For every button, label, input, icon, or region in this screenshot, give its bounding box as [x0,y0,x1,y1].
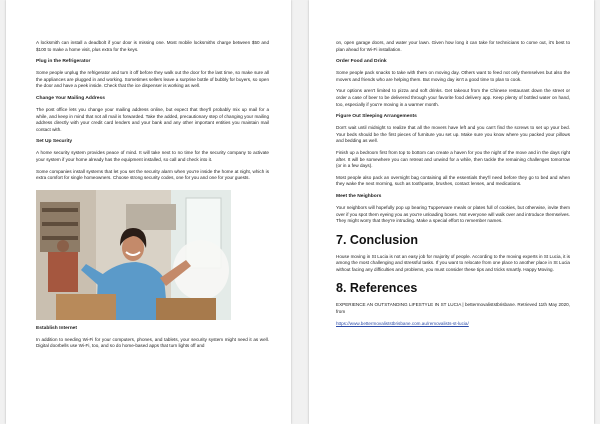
reference-link[interactable]: https://www.bettermovaliststbrisbane.com.au/removalists-st-lucia/ [336,320,469,326]
heading-sleeping: Figure Out Sleeping Arrangements [336,114,417,120]
heading-security: Set Up Security [36,139,73,145]
paragraph-security-1: A home security system provides peace of mind. It will take next to no time for the security company to activate your system if your home already has the equipment installed, so call and check into it. [36,150,269,162]
paragraph-neighbors: Your neighbors will hopefully pop up bearing Tupperware meals or plates full of cookies, but otherwise, invite them over if you spot them eyeing you as you're unloading boxes. Not everyone will walk over and introduce themselves. They might worry that they're intruding. Make a special effort to remember names. [336,204,570,224]
heading-plug-refrigerator: Plug in the Refrigerator [36,59,91,65]
heading-references: 8. References [336,281,418,296]
left-page-content [36,40,269,355]
right-page-content [336,40,570,332]
paragraph-food-2: Your options aren't limited to pizza and soft drinks. Get takeout from the Chinese restaurant down the street or order a case of beer to be delivered through your favorite food delivery app. Keep plenty of bottled water on hand, too, especially if you're moving in a warmer month. [336,88,570,107]
paragraph-mailing-address: The post office lets you change your mailing address online, but expect that they'll probably mix up mail for a while, and keep in mind that not all mail is forwarded. Take the added, precautionary step of changing your mailing address directly with your credit card lenders and your bank and any other important entities you maintain mail contact with. [36,106,269,132]
paragraph-sleep-3: Most people also pack an overnight bag containing all the essentials they'll need before they go to bed and when they wake the next morning, such as toothpaste, brushes, contact lenses, and medications. [336,174,570,187]
paragraph-security-2: Some companies install systems that let you set the security alarm when you're inside the home at night, which is extra comfort for single homeowners. Choose strong security codes, one for you and one for your guests. [36,168,269,181]
heading-conclusion: 7. Conclusion [336,232,418,247]
paragraph-food-1: Some people pack snacks to take with them on moving day. Others want to feed not only themselves but also the movers and friends who are helping them. But moving day isn't a good time to plan to cook. [336,70,570,82]
heading-internet: Establish Internet [36,325,78,331]
paragraph-sleep-2: Finish up a bedroom first from top to bottom can create a haven for you the night of the move and in the days right after. It will be somewhere you can retreat and unwind for a while, then tackle the remaining challenges tomorrow (or in a few days). [336,149,570,169]
paragraph-locksmith: A locksmith can install a deadbolt if your door is missing one. Most mobile locksmiths charge between $50 and $100 to make a home visit, plus extra for the keys. [36,40,269,52]
left-page [6,0,291,424]
photo-illustration [36,190,231,320]
paragraph-plug-refrigerator: Some people unplug the refrigerator and turn it off before they walk out the door for the last time, so make sure all the appliances are plugged in and working. Sometimes sellers leave a surprise bottle of bubbly for buyers, so open the door and have a peek inside. Check that the ice dispenser is working as well. [36,70,269,89]
heading-neighbors: Meet the Neighbors [336,193,382,199]
paragraph-internet: In addition to needing Wi-Fi for your computers, phones, and tablets, your security system might need it as well. Digital doorbells use Wi-Fi, too, and so do home-based apps that turn lights off and [36,336,269,349]
reference-link-line [336,321,570,328]
paragraph-reference: EXPERIENCE AN OUTSTANDING LIFESTYLE IN ST LUCIA | bettermovaliststbrisbane. Retrieved 11th May 2020, from [336,302,570,315]
moving-couple-photo [36,190,231,320]
right-page [309,0,594,424]
paragraph-continued: on, open garage doors, and water your lawn. Given how long it can take for technicians to come out, it's best to plan ahead for Wi-Fi installation. [336,40,570,52]
heading-food-drink: Order Food and Drink [336,59,387,65]
paragraph-sleep-1: Don't wait until midnight to realize that all the movers have left and you can't find the screws to set up your bed. Your beds should be the first pieces of furniture you set up. Make sure you know where you packed your pillows and bedding as well. [336,125,570,144]
heading-mailing-address: Change Your Mailing Address [36,95,105,101]
paragraph-conclusion: House moving in St Lucia is not an easy job for majority of people. According to the moving experts in St Lucia, it is among the most challenging and stressful tasks. If you want to relocate from one place to another place in St Lucia without facing any difficulties and problems, you must consider these tips and tricks smartly. Happy Moving. [336,253,570,272]
